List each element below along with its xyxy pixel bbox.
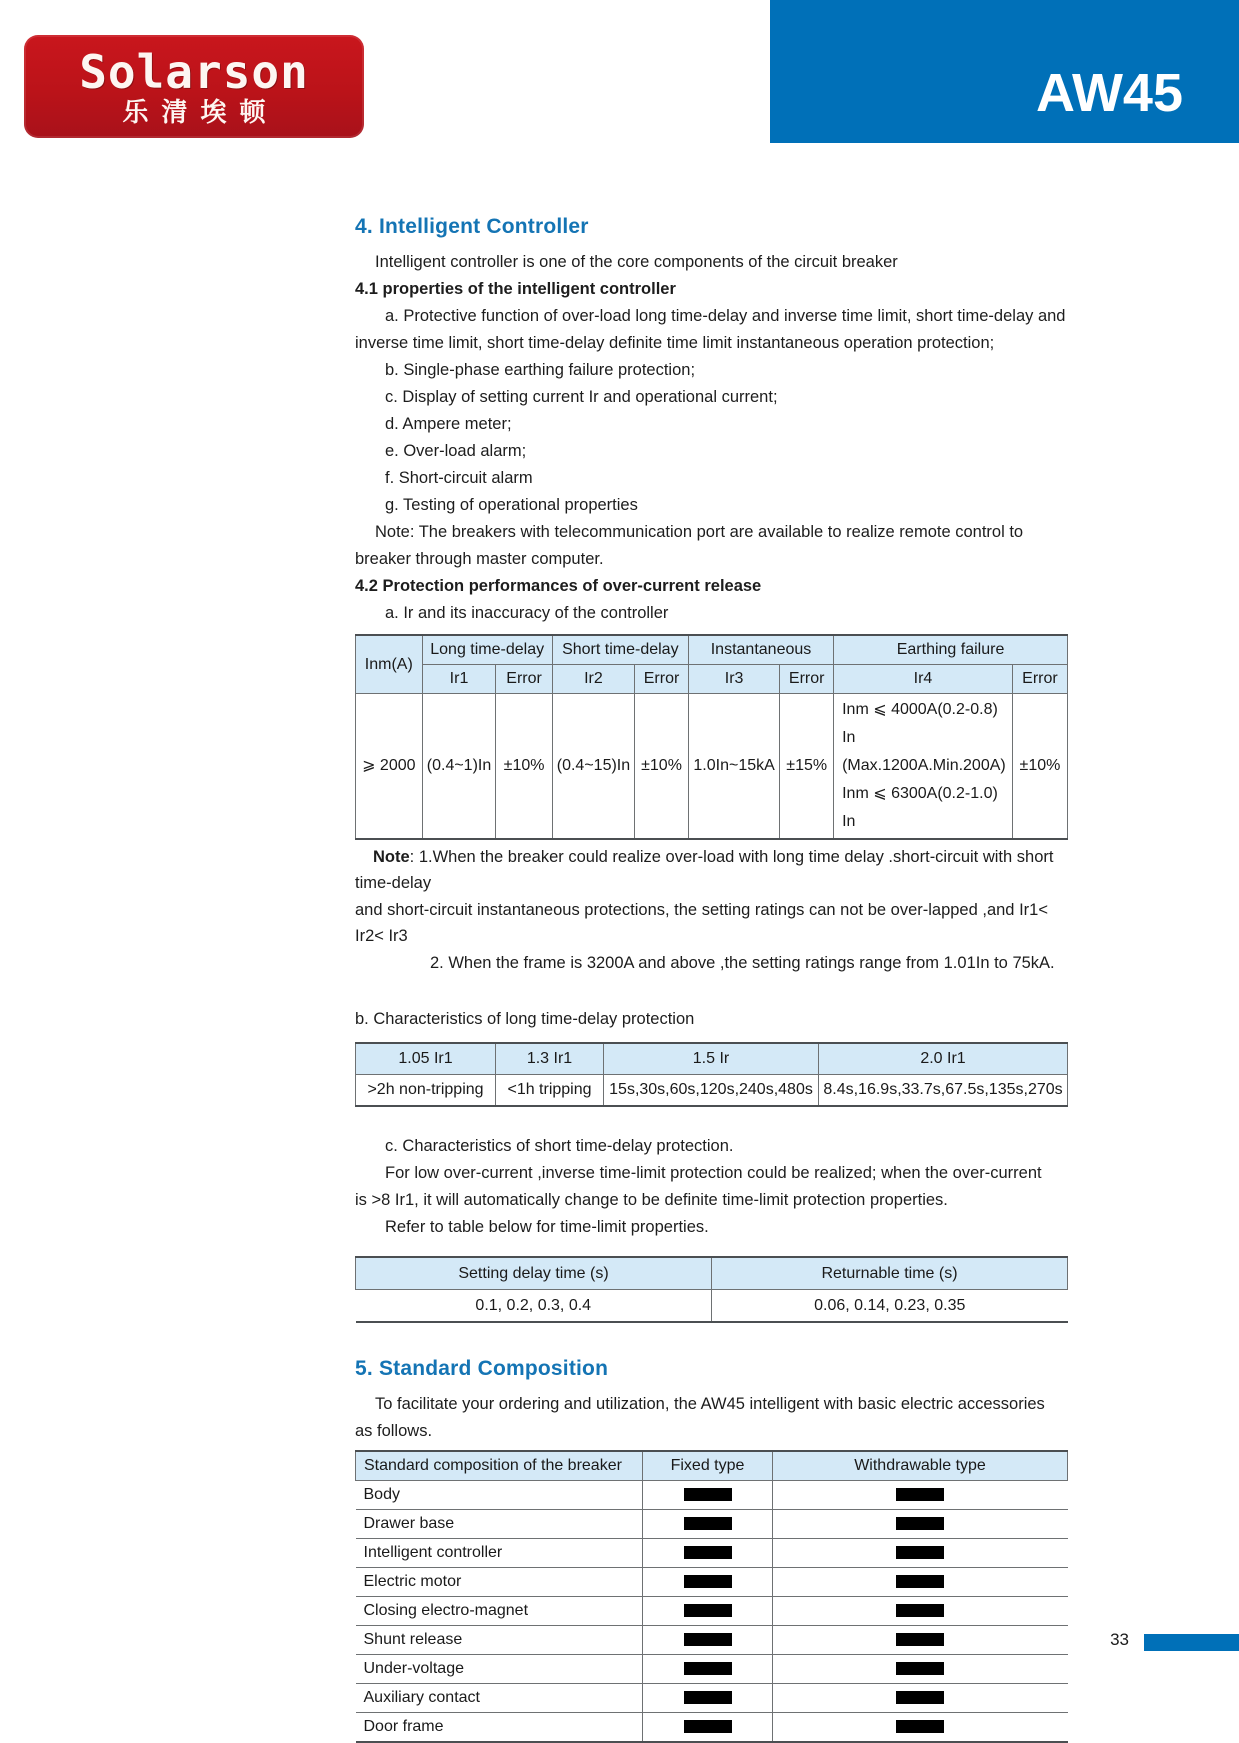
cell-withdrawable-type-mark: [773, 1655, 1068, 1684]
filled-bar-icon: [896, 1720, 944, 1733]
cell-ir1-value: (0.4~1)In: [422, 694, 496, 840]
th-inm: Inm(A): [356, 635, 423, 694]
section-c-line-3: Refer to table below for time-limit properties.: [385, 1218, 709, 1236]
section-c-line-1: For low over-current ,inverse time-limit protection could be realized; when the over-current: [385, 1164, 1042, 1182]
filled-bar-icon: [684, 1517, 732, 1530]
table-ir-inaccuracy: [355, 634, 1068, 840]
cell-fixed-type-mark: [643, 1713, 773, 1743]
company-logo: [24, 35, 364, 138]
th-1-3-ir1: 1.3 Ir1: [496, 1043, 604, 1075]
note-line-1: [355, 844, 1070, 896]
list-item: inverse time limit, short time-delay definite time limit instantaneous operation protection;: [355, 334, 995, 352]
cell-ir2-value: (0.4~15)In: [552, 694, 634, 840]
cell-error4-value: ±10%: [1012, 694, 1067, 840]
table-row: [356, 1713, 1068, 1743]
cell-withdrawable-type-mark: [773, 1510, 1068, 1539]
cell-fixed-type-mark: [643, 1481, 773, 1510]
page-header: [0, 0, 1239, 145]
ir4-line-3: Inm ⩽ 6300A(0.2-1.0) In: [842, 785, 998, 830]
list-item: c. Display of setting current Ir and operational current;: [385, 388, 778, 406]
list-item: f. Short-circuit alarm: [385, 469, 533, 487]
note-line-1-text: : 1.When the breaker could realize over-load with long time delay .short-circuit with short time-delay: [355, 848, 1054, 892]
cell-withdrawable-type-mark: [773, 1684, 1068, 1713]
filled-bar-icon: [896, 1488, 944, 1501]
section4-intro: Intelligent controller is one of the core components of the circuit breaker: [375, 253, 898, 271]
cell-2-0-ir1-value: 8.4s,16.9s,33.7s,67.5s,135s,270s: [819, 1075, 1068, 1107]
cell-fixed-type-mark: [643, 1655, 773, 1684]
th-ir2: Ir2: [552, 665, 634, 694]
th-1-5-ir: 1.5 Ir: [604, 1043, 819, 1075]
filled-bar-icon: [896, 1546, 944, 1559]
th-group-earthing-failure: Earthing failure: [834, 635, 1068, 665]
list-item: g. Testing of operational properties: [385, 496, 638, 514]
th-withdrawable-type: Withdrawable type: [773, 1451, 1068, 1481]
section4-note-line-2: breaker through master computer.: [355, 550, 604, 568]
section-c-caption: c. Characteristics of short time-delay protection.: [385, 1137, 734, 1155]
cell-fixed-type-mark: [643, 1539, 773, 1568]
th-returnable-time: Returnable time (s): [712, 1257, 1068, 1290]
page-footer: [0, 1630, 1239, 1656]
section-heading-5: 5. Standard Composition: [355, 1357, 609, 1380]
th-1-05-ir1: 1.05 Ir1: [356, 1043, 496, 1075]
filled-bar-icon: [684, 1488, 732, 1501]
table-row: [356, 1684, 1068, 1713]
cell-component-name: Shunt release: [356, 1626, 643, 1655]
table-row: [356, 1481, 1068, 1510]
table-header-row: [356, 1451, 1068, 1481]
th-group-short-time-delay: Short time-delay: [552, 635, 688, 665]
list-item: a. Protective function of over-load long time-delay and inverse time limit, short time-delay and: [385, 307, 1066, 325]
cell-1-5-ir-value: 15s,30s,60s,120s,240s,480s: [604, 1075, 819, 1107]
cell-setting-delay-time-value: 0.1, 0.2, 0.3, 0.4: [356, 1290, 712, 1323]
th-error-3: Error: [780, 665, 834, 694]
cell-1-3-ir1-value: <1h tripping: [496, 1075, 604, 1107]
filled-bar-icon: [684, 1546, 732, 1559]
page-number: 33: [1110, 1630, 1129, 1649]
filled-bar-icon: [684, 1720, 732, 1733]
table-row: [356, 1539, 1068, 1568]
cell-error2-value: ±10%: [635, 694, 689, 840]
cell-inm-value: ⩾ 2000: [356, 694, 423, 840]
section-b-caption: b. Characteristics of long time-delay protection: [355, 1010, 695, 1028]
cell-returnable-time-value: 0.06, 0.14, 0.23, 0.35: [712, 1290, 1068, 1323]
cell-ir4-value: [834, 694, 1013, 840]
cell-fixed-type-mark: [643, 1568, 773, 1597]
product-model-title: AW45: [1035, 63, 1183, 123]
list-item: d. Ampere meter;: [385, 415, 512, 433]
th-error-2: Error: [635, 665, 689, 694]
table-standard-composition: [355, 1450, 1068, 1743]
cell-error1-value: ±10%: [496, 694, 552, 840]
ir4-line-1: Inm ⩽ 4000A(0.2-0.8) In: [842, 701, 998, 746]
cell-component-name: Electric motor: [356, 1568, 643, 1597]
filled-bar-icon: [896, 1517, 944, 1530]
table-row: [356, 1597, 1068, 1626]
cell-ir3-value: 1.0In~15kA: [688, 694, 779, 840]
cell-withdrawable-type-mark: [773, 1568, 1068, 1597]
note-line-3: 2. When the frame is 3200A and above ,the setting ratings range from 1.01In to 75kA.: [430, 954, 1055, 972]
table-subheader-row: [356, 665, 1068, 694]
th-error-4: Error: [1012, 665, 1067, 694]
th-group-long-time-delay: Long time-delay: [422, 635, 552, 665]
section-heading-4: 4. Intelligent Controller: [355, 215, 589, 238]
th-ir4: Ir4: [834, 665, 1013, 694]
section-c-line-2: is >8 Ir1, it will automatically change to be definite time-limit protection properties.: [355, 1191, 948, 1209]
ir4-line-2: (Max.1200A.Min.200A): [842, 757, 1006, 774]
cell-component-name: Closing electro-magnet: [356, 1597, 643, 1626]
th-group-instantaneous: Instantaneous: [688, 635, 833, 665]
table-ir-caption: a. Ir and its inaccuracy of the controller: [385, 604, 669, 622]
composition-rows: [356, 1481, 1068, 1743]
filled-bar-icon: [896, 1691, 944, 1704]
filled-bar-icon: [896, 1662, 944, 1675]
th-error-1: Error: [496, 665, 552, 694]
th-standard-composition: Standard composition of the breaker: [356, 1451, 643, 1481]
cell-component-name: Auxiliary contact: [356, 1684, 643, 1713]
table-row: [356, 1568, 1068, 1597]
section5-line-1: To facilitate your ordering and utilization, the AW45 intelligent with basic electric accessories: [375, 1395, 1045, 1413]
logo-chinese-name: 乐清埃顿: [122, 98, 279, 128]
cell-withdrawable-type-mark: [773, 1539, 1068, 1568]
cell-component-name: Door frame: [356, 1713, 643, 1743]
th-ir1: Ir1: [422, 665, 496, 694]
table-header-row: [356, 635, 1068, 665]
list-item: b. Single-phase earthing failure protection;: [385, 361, 696, 379]
table-time-limit: [355, 1256, 1068, 1323]
table-row: [356, 1075, 1068, 1107]
table-long-time-delay: [355, 1042, 1068, 1107]
section4-subheading-2: 4.2 Protection performances of over-current release: [355, 577, 762, 595]
th-ir3: Ir3: [688, 665, 779, 694]
filled-bar-icon: [684, 1604, 732, 1617]
cell-withdrawable-type-mark: [773, 1713, 1068, 1743]
cell-withdrawable-type-mark: [773, 1597, 1068, 1626]
th-2-0-ir1: 2.0 Ir1: [819, 1043, 1068, 1075]
table-row: [356, 1290, 1068, 1323]
logo-wordmark: Solarson: [79, 45, 309, 99]
cell-component-name: Body: [356, 1481, 643, 1510]
section4-subheading-1: 4.1 properties of the intelligent controller: [355, 280, 676, 298]
cell-fixed-type-mark: [643, 1684, 773, 1713]
filled-bar-icon: [684, 1575, 732, 1588]
th-fixed-type: Fixed type: [643, 1451, 773, 1481]
cell-component-name: Intelligent controller: [356, 1539, 643, 1568]
th-setting-delay-time: Setting delay time (s): [356, 1257, 712, 1290]
filled-bar-icon: [896, 1604, 944, 1617]
table-header-row: [356, 1043, 1068, 1075]
filled-bar-icon: [896, 1575, 944, 1588]
list-item: e. Over-load alarm;: [385, 442, 527, 460]
note-label: Note: [373, 848, 410, 866]
table-row: [356, 1510, 1068, 1539]
cell-component-name: Drawer base: [356, 1510, 643, 1539]
cell-fixed-type-mark: [643, 1597, 773, 1626]
section5-line-2: as follows.: [355, 1422, 433, 1440]
table-row: [356, 694, 1068, 840]
cell-component-name: Under-voltage: [356, 1655, 643, 1684]
footer-blue-bar: [1144, 1634, 1239, 1651]
cell-1-05-ir1-value: >2h non-tripping: [356, 1075, 496, 1107]
cell-withdrawable-type-mark: [773, 1481, 1068, 1510]
note-line-2: and short-circuit instantaneous protections, the setting ratings can not be over-lapped ,and Ir1< Ir2< Ir3: [355, 901, 1048, 945]
filled-bar-icon: [684, 1691, 732, 1704]
table-header-row: [356, 1257, 1068, 1290]
section4-note-line-1: Note: The breakers with telecommunication port are available to realize remote control to: [375, 523, 1024, 541]
document-content: [355, 215, 1070, 1743]
table-row: [356, 1655, 1068, 1684]
table-ir-notes: [355, 844, 1070, 976]
cell-fixed-type-mark: [643, 1510, 773, 1539]
cell-error3-value: ±15%: [780, 694, 834, 840]
filled-bar-icon: [684, 1662, 732, 1675]
